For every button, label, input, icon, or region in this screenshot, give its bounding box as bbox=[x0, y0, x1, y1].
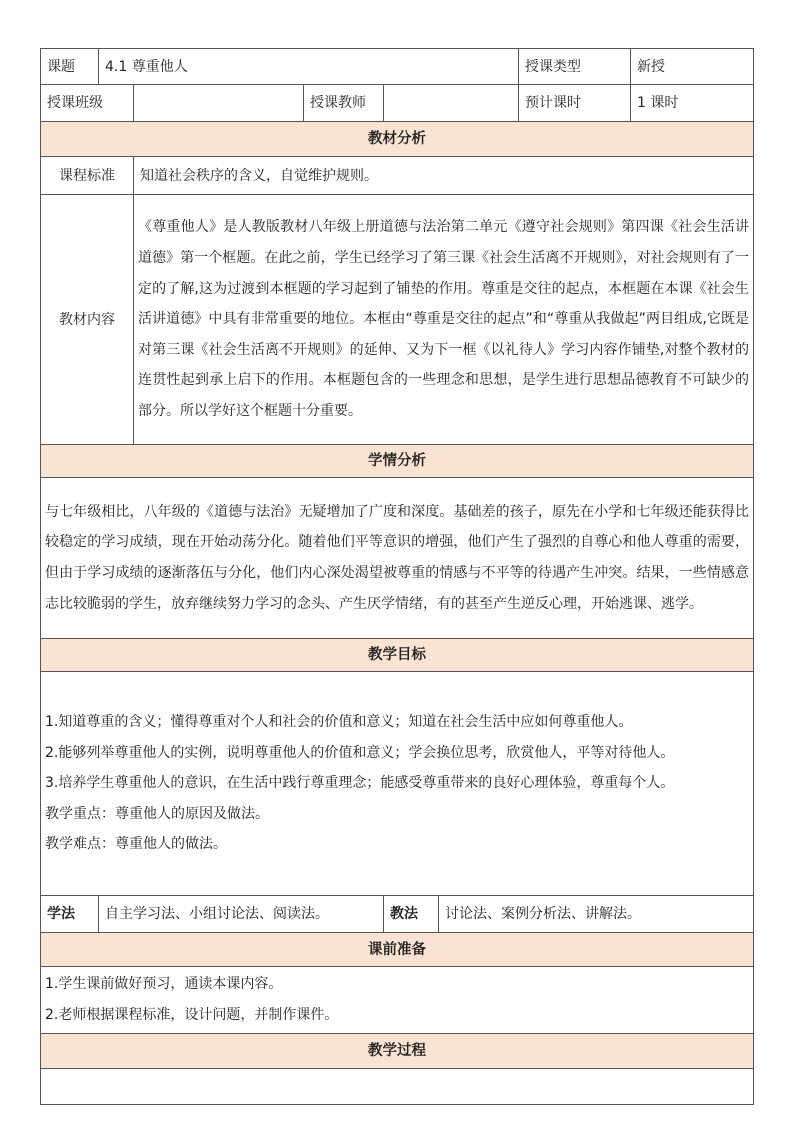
row-methods bbox=[41, 896, 754, 933]
lesson-value: 4.1 尊重他人 bbox=[99, 49, 519, 85]
key-point: 教学重点：尊重他人的原因及做法。 bbox=[45, 805, 269, 822]
class-label: 授课班级 bbox=[41, 85, 134, 122]
goal-item-1: 1.知道尊重的含义；懂得尊重对个人和社会的价值和意义；知道在社会生活中应如何尊重他人。 bbox=[45, 714, 633, 731]
goals-heading: 教学目标 bbox=[41, 639, 754, 672]
difficult-point: 教学难点：尊重他人的做法。 bbox=[45, 836, 227, 853]
preparation-heading: 课前准备 bbox=[41, 933, 754, 967]
student-analysis-heading: 学情分析 bbox=[41, 445, 754, 478]
teach-method-value: 讨论法、案例分析法、讲解法。 bbox=[439, 896, 754, 933]
goal-item-3: 3.培养学生尊重他人的意识，在生活中践行尊重理念；能感受尊重带来的良好心理体验，尊重每个人。 bbox=[45, 775, 675, 792]
row-textbook-heading bbox=[41, 122, 754, 157]
type-value: 新授 bbox=[631, 49, 754, 85]
teacher-value bbox=[384, 85, 519, 122]
prep-item-2: 2.老师根据课程标准，设计问题，并制作课件。 bbox=[45, 1007, 339, 1023]
row-content bbox=[41, 195, 754, 445]
prep-item-1: 1.学生课前做好预习，通读本课内容。 bbox=[45, 976, 283, 993]
process-heading: 教学过程 bbox=[41, 1034, 754, 1069]
lesson-plan-table bbox=[40, 48, 754, 1105]
standard-label: 课程标准 bbox=[41, 157, 134, 195]
class-value bbox=[134, 85, 304, 122]
learn-method-label: 学法 bbox=[41, 896, 99, 933]
hours-value: 1 课时 bbox=[631, 85, 754, 122]
row-process-body bbox=[41, 1069, 754, 1105]
row-class bbox=[41, 85, 754, 122]
lesson-label: 课题 bbox=[41, 49, 99, 85]
student-analysis-text: 与七年级相比，八年级的《道德与法治》无疑增加了广度和深度。基础差的孩子，原先在小学和七年级还能获得比较稳定的学习成绩，现在开始动荡分化。随着他们平等意识的增强，他们产生了强烈的自尊心和他人尊重的需要，但由于学习成绩的逐渐落伍与分化，他们内心深处渴望被尊重的情感与不平等的待遇产生冲突。结果，一些情感意志比较脆弱的学生，放弃继续努力学习的念头、产生厌学情绪，有的甚至产生逆反心理，开始逃课、逃学。 bbox=[41, 478, 754, 639]
content-label: 教材内容 bbox=[41, 195, 134, 445]
row-prep-heading bbox=[41, 933, 754, 967]
preparation-body bbox=[41, 967, 754, 1034]
content-value: 《尊重他人》是人教版教材八年级上册道德与法治第二单元《遵守社会规则》第四课《社会生活讲道德》第一个框题。在此之前，学生已经学习了第三课《社会生活离不开规则》，对社会规则有了一定的了解,这为过渡到本框题的学习起到了铺垫的作用。尊重是交往的起点，本框题在本课《社会生活讲道德》中具有非常重要的地位。本框由“尊重是交往的起点”和“尊重从我做起”两目组成,它既是对第三课《社会生活离不开规则》的延伸、又为下一框《以礼待人》学习内容作铺垫,对整个教材的连贯性起到承上启下的作用。本框题包含的一些理念和思想，是学生进行思想品德教育不可缺少的部分。所以学好这个框题十分重要。 bbox=[134, 195, 754, 445]
row-standard bbox=[41, 157, 754, 195]
textbook-analysis-heading: 教材分析 bbox=[41, 122, 754, 157]
row-student-heading bbox=[41, 445, 754, 478]
row-goals-heading bbox=[41, 639, 754, 672]
teacher-label: 授课教师 bbox=[304, 85, 384, 122]
teach-method-label: 教法 bbox=[384, 896, 439, 933]
type-label: 授课类型 bbox=[519, 49, 631, 85]
goals-body bbox=[41, 672, 754, 896]
row-goals bbox=[41, 672, 754, 896]
standard-value: 知道社会秩序的含义，自觉维护规则。 bbox=[134, 157, 754, 195]
row-lesson bbox=[41, 49, 754, 85]
row-prep bbox=[41, 967, 754, 1034]
goal-item-2: 2.能够列举尊重他人的实例，说明尊重他人的价值和意义；学会换位思考，欣赏他人，平等对待他人。 bbox=[45, 744, 675, 761]
row-process-heading bbox=[41, 1034, 754, 1069]
process-body bbox=[41, 1069, 754, 1105]
hours-label: 预计课时 bbox=[519, 85, 631, 122]
learn-method-value: 自主学习法、小组讨论法、阅读法。 bbox=[99, 896, 384, 933]
lesson-plan-page bbox=[40, 48, 753, 1105]
row-student-text bbox=[41, 478, 754, 639]
